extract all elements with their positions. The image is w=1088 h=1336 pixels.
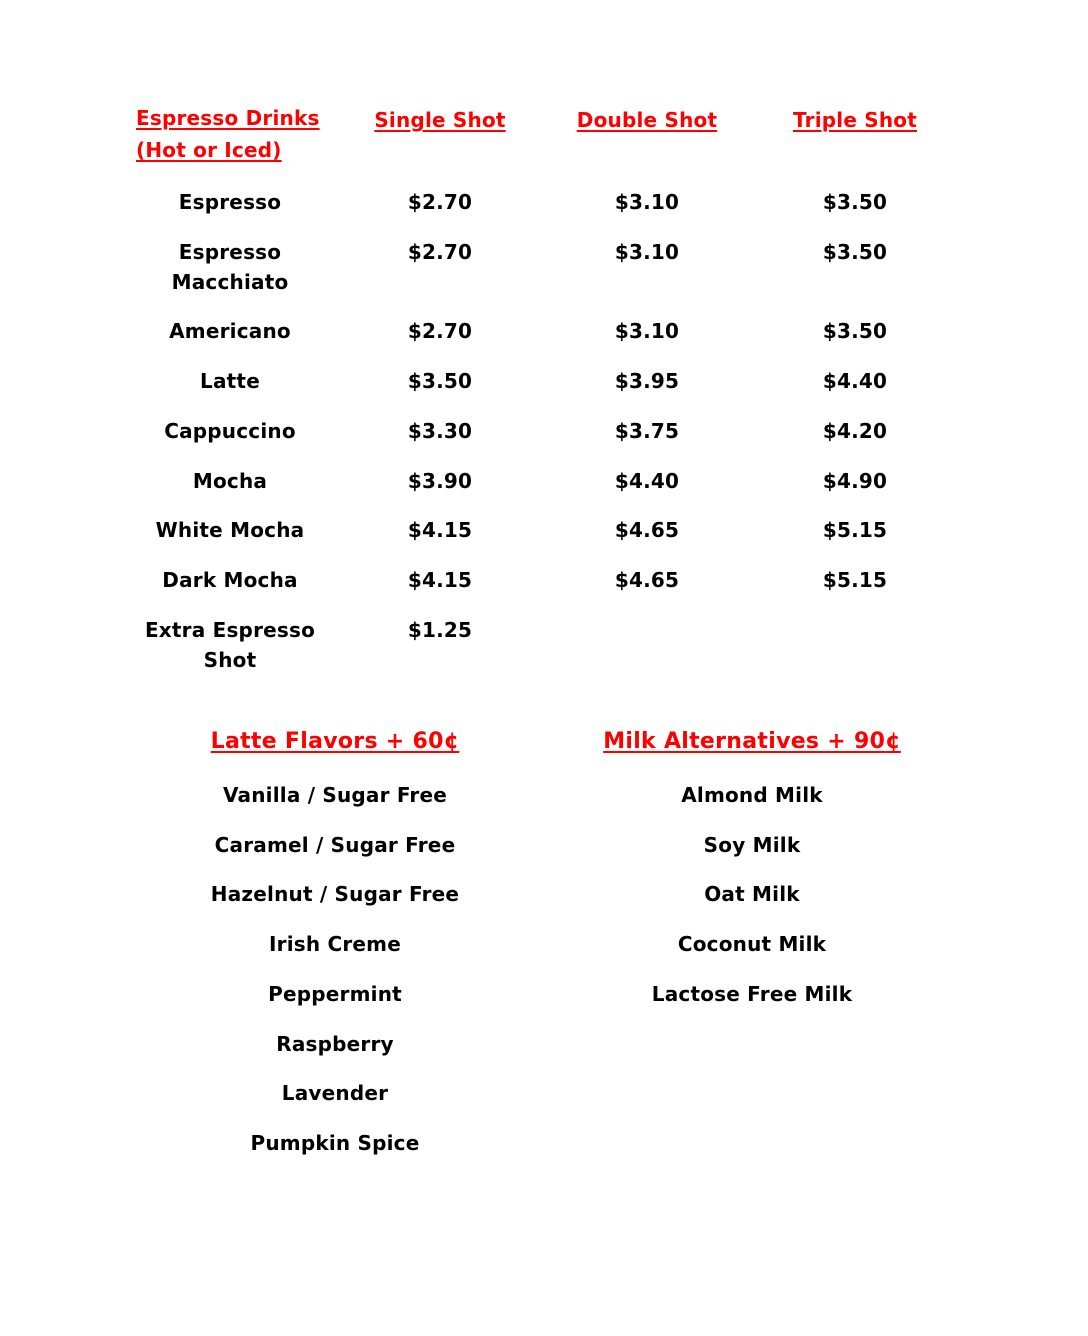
cent-sign: ¢ xyxy=(885,729,901,754)
drink-name: Americano xyxy=(169,319,291,343)
list-item: Vanilla / Sugar Free xyxy=(222,783,448,807)
drink-name: Espresso xyxy=(178,190,282,214)
drink-name-line1: Extra Espresso xyxy=(144,618,316,642)
price-double: $4.65 xyxy=(614,568,680,592)
price-single: $3.90 xyxy=(407,469,473,493)
list-item: Pumpkin Spice xyxy=(250,1131,420,1155)
drink-name: Latte xyxy=(200,369,260,393)
latte-flavors-section xyxy=(180,726,490,1166)
drink-name xyxy=(130,615,330,675)
header-single-shot: Single Shot xyxy=(374,108,506,132)
drink-name-line1: Espresso xyxy=(178,240,282,264)
price-single: $3.30 xyxy=(407,419,473,443)
list-item: Raspberry xyxy=(276,1032,394,1056)
list-item: Almond Milk xyxy=(681,783,823,807)
price-triple: $5.15 xyxy=(822,568,888,592)
list-item: Lactose Free Milk xyxy=(651,982,853,1006)
price-double: $3.10 xyxy=(614,319,680,343)
list-item: Irish Creme xyxy=(269,932,401,956)
price-single: $4.15 xyxy=(407,518,473,542)
latte-flavors-title xyxy=(180,726,490,758)
price-single: $3.50 xyxy=(407,369,473,393)
drink-name xyxy=(130,237,330,297)
price-double: $3.95 xyxy=(614,369,680,393)
price-double: $3.10 xyxy=(614,240,680,264)
list-item: Oat Milk xyxy=(704,882,800,906)
price-single: $2.70 xyxy=(407,190,473,214)
price-triple: $3.50 xyxy=(822,190,888,214)
price-single: $1.25 xyxy=(407,618,473,642)
header-espresso-drinks xyxy=(136,102,356,166)
milk-alternatives-section xyxy=(592,726,912,1026)
price-double: $3.10 xyxy=(614,190,680,214)
price-triple: $3.50 xyxy=(822,240,888,264)
latte-flavors-title-text: Latte Flavors + 60 xyxy=(210,729,444,754)
milk-alternatives-title xyxy=(592,726,912,758)
price-triple: $5.15 xyxy=(822,518,888,542)
list-item: Soy Milk xyxy=(703,833,801,857)
price-single: $4.15 xyxy=(407,568,473,592)
price-triple: $4.40 xyxy=(822,369,888,393)
price-triple: $4.90 xyxy=(822,469,888,493)
drink-name-line2: Shot xyxy=(203,648,257,672)
list-item: Caramel / Sugar Free xyxy=(214,833,456,857)
drink-name: Dark Mocha xyxy=(162,568,298,592)
list-item: Coconut Milk xyxy=(677,932,827,956)
price-double: $4.40 xyxy=(614,469,680,493)
header-triple-shot: Triple Shot xyxy=(792,108,917,132)
drink-name: Mocha xyxy=(192,469,268,493)
header-double-shot: Double Shot xyxy=(576,108,718,132)
price-double: $3.75 xyxy=(614,419,680,443)
cent-sign: ¢ xyxy=(443,729,460,754)
price-single: $2.70 xyxy=(407,240,473,264)
price-double: $4.65 xyxy=(614,518,680,542)
price-triple: $3.50 xyxy=(822,319,888,343)
header-espresso-drinks-line1: Espresso Drinks xyxy=(136,106,320,130)
list-item: Peppermint xyxy=(268,982,402,1006)
drink-name: Cappuccino xyxy=(164,419,296,443)
list-item: Hazelnut / Sugar Free xyxy=(210,882,460,906)
drink-name: White Mocha xyxy=(155,518,305,542)
drink-name-line2: Macchiato xyxy=(171,270,289,294)
list-item: Lavender xyxy=(281,1081,389,1105)
header-espresso-drinks-line2: (Hot or Iced) xyxy=(136,138,282,162)
milk-alternatives-title-text: Milk Alternatives + 90 xyxy=(603,729,886,754)
price-triple: $4.20 xyxy=(822,419,888,443)
price-single: $2.70 xyxy=(407,319,473,343)
